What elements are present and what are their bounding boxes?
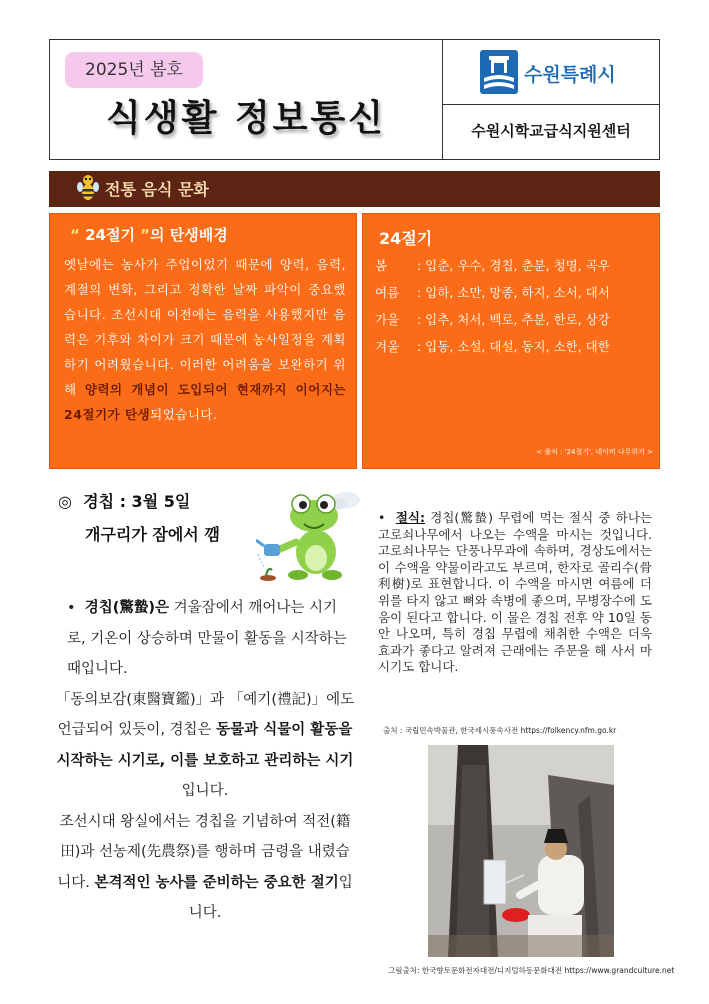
gyeongchip-heading [58, 489, 190, 512]
bee-icon [77, 173, 99, 205]
gyeongchip-heading-text: 경칩 : 3월 5일 [83, 492, 191, 511]
heading-symbol-icon: ◎ [58, 492, 72, 511]
season-name: 겨울 [375, 339, 400, 354]
season-terms: : 입동, 소설, 대설, 동지, 소한, 대한 [417, 339, 610, 354]
page-title: 식생활 정보통신 [106, 98, 386, 139]
issue-badge: 2025년 봄호 [65, 52, 203, 88]
season-row [375, 333, 657, 360]
title-rest: 의 탄생배경 [150, 226, 228, 244]
section-bar [49, 171, 660, 207]
title-term: 24절기 [79, 226, 141, 244]
season-row [375, 279, 657, 306]
city-logo-text: 수원특례시 [524, 64, 616, 86]
terms-panel [362, 213, 660, 469]
newsletter-header [49, 39, 660, 160]
origin-body-end: 되었습니다. [150, 407, 218, 422]
season-row [375, 252, 657, 279]
season-row [375, 306, 657, 333]
seasonal-food-text: 경칩(驚蟄) 무렵에 먹는 절식 중 하나는 고로쇠나무에서 나오는 수액을 마시는 것입니다. 고로쇠나무는 단풍나무과에 속하며, 경상도에서는 이 수액을 약물이라고도 부르며, 한자로 골리수(骨利樹)로 표현합니다. 이 수액을 마시면 여름에 더위를 타지 않고 뼈와 속병에 좋으며, 무병장수에 도움이 된다고 합니다. 이 물은 경칩 전후 약 10일 동안 나오며, 특히 경칩 무렵에 채취한 수액은 더욱 효과가 좋다고 알려져 근래에는 주문을 해 사서 마시기도 합니다. [378, 510, 652, 675]
season-name: 봄 [375, 258, 388, 273]
season-terms: : 입하, 소만, 망종, 하지, 소서, 대서 [417, 285, 610, 300]
origin-panel [49, 213, 357, 469]
sap-source: 출처 : 국립민속박물관, 한국세시풍속사전 https://folkency.nfm.go.kr [383, 726, 617, 735]
city-logo [480, 50, 660, 96]
seasonal-food-label: 절식: [395, 510, 426, 525]
quote-close: ” [140, 226, 151, 244]
bullet: • [67, 600, 76, 616]
season-name: 여름 [375, 285, 400, 300]
seasonal-food-description [378, 510, 652, 676]
sap-collection-photo [428, 745, 614, 957]
terms-source: < 출처 : '24절기', 네이버 나무위키 > [536, 448, 653, 456]
gyeongchip-subheading: 개구리가 잠에서 깸 [85, 525, 220, 544]
origin-body-text: 옛날에는 농사가 주업이었기 때문에 양력, 음력, 계절의 변화, 그리고 정확한 날짜 파악이 중요했습니다. 조선시대 이전에는 음력을 사용했지만 음력은 기후와 차이가 크기 때문에 농사일정을 계획하기 어려웠습니다. 이러한 어려움을 보완하기 위해 [64, 257, 346, 397]
photo-caption: 그림출처: 한국향토문화전자대전/디지털하동문화대전 https://www.grandculture.net [388, 966, 675, 975]
suwon-logo-icon [480, 50, 518, 94]
gyeongchip-paragraph-3 [55, 807, 355, 929]
gyeongchip-paragraph-3-text: 조선시대 왕실에서는 경칩을 기념하여 적전(籍田)과 선농제(先農祭)를 행하며 금령을 내렸습니다. [57, 813, 351, 891]
quote-open: “ [70, 226, 80, 244]
gyeongchip-description [55, 593, 355, 929]
season-terms: : 입춘, 우수, 경칩, 춘분, 청명, 곡우 [417, 258, 610, 273]
gyeongchip-term: 경칩(驚蟄)은 [84, 600, 170, 616]
gyeongchip-paragraph-1-text: 겨울잠에서 깨어나는 시기로, 기온이 상승하며 만물이 활동을 시작하는 때입니다. [67, 600, 347, 677]
origin-body-bold: 양력의 개념이 도입되어 현재까지 이어지는 24절기가 탄생 [64, 382, 346, 422]
season-terms: : 입추, 처서, 백로, 추분, 한로, 상강 [417, 312, 610, 327]
section-title: 전통 음식 문화 [105, 180, 209, 199]
gyeongchip-paragraph-2-bold: 동물과 식물이 활동을 시작하는 시기로, 이를 보호하고 관리하는 시기 [56, 722, 354, 769]
center-name: 수원시학교급식지원센터 [471, 122, 631, 140]
gyeongchip-paragraph-3-end: 입니다. [188, 874, 353, 921]
origin-panel-body [64, 252, 346, 427]
frog-illustration-icon [256, 480, 364, 584]
bullet: • [378, 510, 386, 525]
origin-panel-title [70, 224, 228, 245]
gyeongchip-paragraph-1 [55, 593, 355, 685]
season-name: 가을 [375, 312, 400, 327]
terms-panel-title: 24절기 [379, 229, 433, 248]
gyeongchip-paragraph-3-bold: 본격적인 농사를 준비하는 중요한 절기 [94, 874, 339, 891]
gyeongchip-paragraph-2-text: 「동의보감(東醫寶鑑)」과 「예기(禮記)」에도 언급되어 있듯이, 경칩은 [55, 691, 355, 738]
gyeongchip-paragraph-2-end: 입니다. [181, 783, 229, 799]
gyeongchip-paragraph-2 [55, 685, 355, 807]
season-list [375, 252, 657, 360]
